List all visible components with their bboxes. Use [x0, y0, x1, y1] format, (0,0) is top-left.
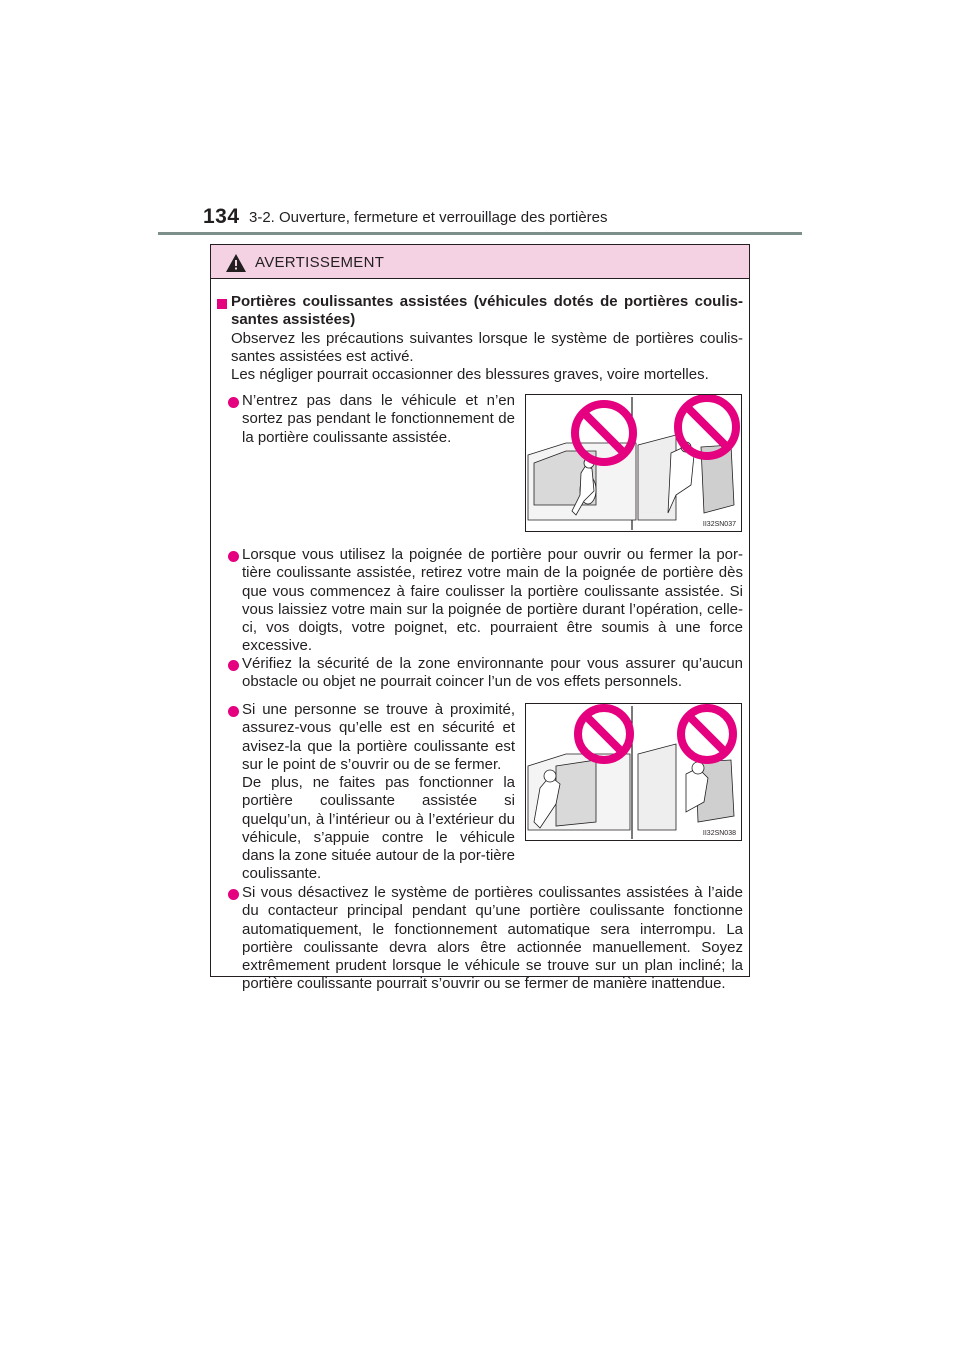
warning-intro-2: Les négliger pourrait occasionner des blessures graves, voire mortelles. — [231, 366, 709, 383]
warning-header — [211, 245, 749, 279]
circle-bullet-icon — [228, 660, 239, 671]
square-bullet-icon — [217, 299, 227, 309]
figure-1-illustration — [526, 395, 741, 531]
figure-no-operation-when-leaning — [525, 703, 742, 841]
bullet-text-1: N’entrez pas dans le véhicule et n’en sortez pas pendant le fonctionnement de la portière coulissante assistée. — [242, 392, 515, 446]
circle-bullet-icon — [228, 706, 239, 717]
prohibition-icon — [681, 708, 733, 760]
figure-no-entry-during-operation — [525, 394, 742, 532]
warning-heading: Portières coulissantes assistées (véhicules dotés de portières coulis-santes assistées) — [231, 293, 743, 329]
figure-label: II32SN037 — [702, 521, 736, 528]
figure-2-illustration — [526, 704, 741, 840]
prohibition-icon — [578, 708, 630, 760]
bullet-text-2: Lorsque vous utilisez la poignée de portière pour ouvrir ou fermer la por-tière coulissante assistée, retirez votre main de la poignée de portière dès que vous commencez à faire coulisser la portière coulissante assistée. Si vous laissiez votre main sur la poignée de portière durant l’opération, celle-ci, vos doigts, votre poignet, etc. pourraient être soumis à une force excessive. — [242, 546, 743, 655]
page-number: 134 — [203, 205, 240, 228]
figure-label: II32SN038 — [702, 830, 736, 837]
warning-title: AVERTISSEMENT — [255, 254, 385, 271]
bullet-text-4-extra: De plus, ne faites pas fonctionner la portière coulissante assistée si quelqu’un, à l’intérieur ou à l’extérieur du véhicule, s’appuie contre le véhicule dans la zone située autour de la por-tière coulissante. — [242, 774, 515, 883]
warning-triangle-icon — [225, 253, 247, 273]
header-rule — [158, 232, 802, 235]
section-title: 3-2. Ouverture, fermeture et verrouillage des portières — [249, 209, 608, 226]
warning-intro-1: Observez les précautions suivantes lorsque le système de portières coulis-santes assistées est activé. — [231, 330, 743, 366]
circle-bullet-icon — [228, 551, 239, 562]
bullet-text-3: Vérifiez la sécurité de la zone environnante pour vous assurer qu’aucun obstacle ou objet ne pourrait coincer l’un de vos effets personnels. — [242, 655, 743, 691]
bullet-text-4: Si une personne se trouve à proximité, assurez-vous qu’elle est en sécurité et avisez-la que la portière coulissante est sur le point de s’ouvrir ou de se fermer. — [242, 701, 515, 773]
page-header — [203, 205, 803, 235]
circle-bullet-icon — [228, 889, 239, 900]
warning-box — [210, 244, 750, 993]
circle-bullet-icon — [228, 397, 239, 408]
bullet-text-5: Si vous désactivez le système de portières coulissantes assistées à l’aide du contacteur principal pendant qu’une portière coulissante fonctionne automatiquement, le fonctionnement automatique sera interrompu. La portière coulissante devra alors être actionnée manuellement. Soyez extrêmement prudent lorsque le véhicule se trouve sur un plan incliné; la portière coulissante pourrait s’ouvrir ou se fermer de manière inattendue. — [242, 884, 743, 993]
